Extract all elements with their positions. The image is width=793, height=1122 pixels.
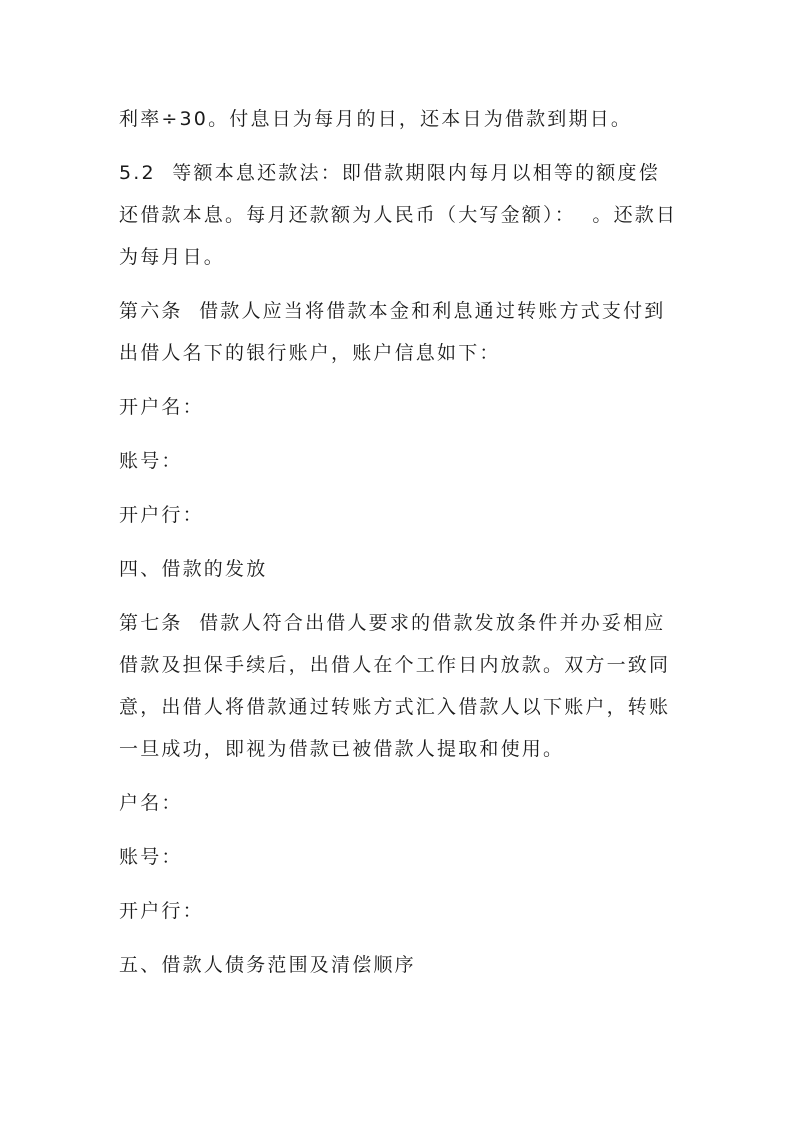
field-borrower-account-number: 账号：: [119, 846, 183, 868]
field-borrower-account-name: 户名：: [119, 792, 183, 814]
paragraph-article-six: 第六条 借款人应当将借款本金和利息通过转账方式支付到出借人名下的银行账户，账户信息如下：: [119, 300, 666, 364]
paragraph-equal-installment: 5.2 等额本息还款法：即借款期限内每月以相等的额度偿还借款本息。每月还款额为人民币（大写金额）： 。还款日为每月日。: [119, 162, 678, 268]
paragraph-interest-payment-date: 利率÷30。付息日为每月的日，还本日为借款到期日。: [119, 108, 633, 130]
paragraph-article-seven: 第七条 借款人符合出借人要求的借款发放条件并办妥相应借款及担保手续后，出借人在个工作日内放款。双方一致同意，出借人将借款通过转账方式汇入借款人以下账户，转账一旦成功，即视为借款已被借款人提取和使用。: [119, 612, 671, 760]
field-lender-account-number: 账号：: [119, 450, 183, 472]
section-heading-disbursement: 四、借款的发放: [119, 558, 268, 580]
section-heading-debt-scope: 五、借款人债务范围及清偿顺序: [119, 954, 416, 976]
document-body: [119, 98, 679, 986]
field-borrower-bank: 开户行：: [119, 900, 204, 922]
field-lender-account-name: 开户名：: [119, 396, 204, 418]
field-lender-bank: 开户行：: [119, 504, 204, 526]
